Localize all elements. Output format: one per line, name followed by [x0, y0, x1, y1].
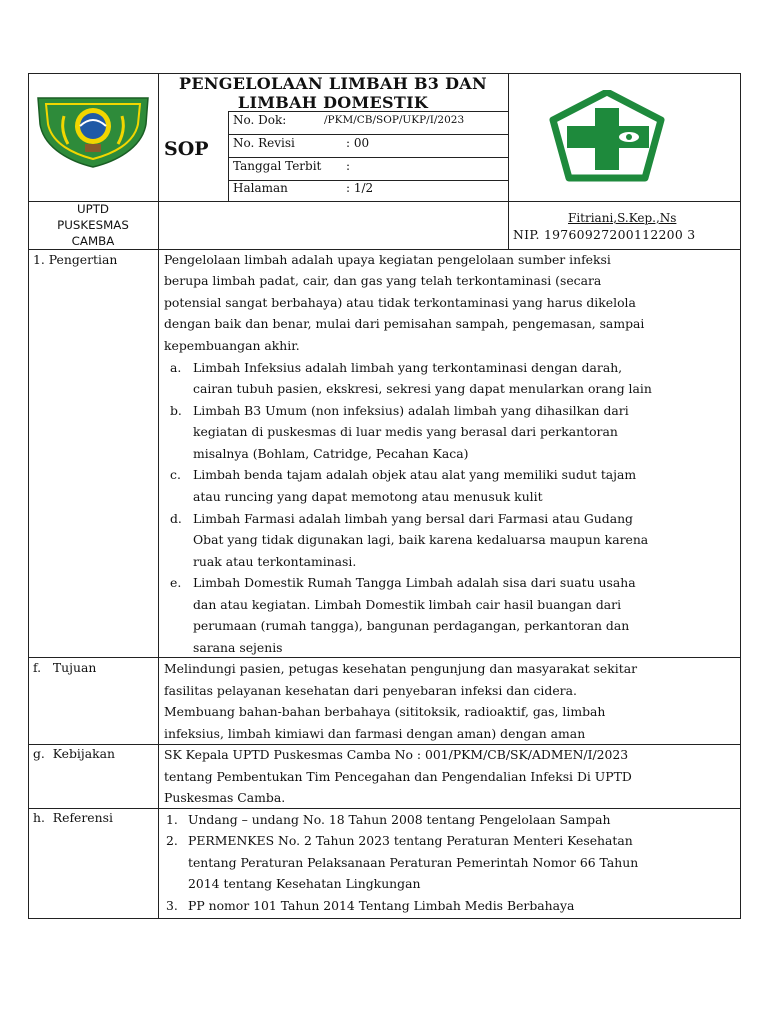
list-item-line: Limbah benda tajam adalah objek atau alat yang memiliki sudut tajam [193, 467, 637, 482]
org-line-3: CAMBA [71, 234, 115, 248]
kebijakan-line: Puskesmas Camba. [164, 790, 286, 805]
section-label-kebijakan: g. Kebijakan [33, 746, 116, 761]
referensi-line: PERMENKES No. 2 Tahun 2023 tentang Peraturan Menteri Kesehatan [188, 833, 633, 848]
list-marker: 3. [166, 898, 178, 913]
kebijakan-line: tentang Pembentukan Tim Pencegahan dan Pengendalian Infeksi Di UPTD [164, 769, 632, 784]
signer-name: Fitriani,S.Kep.,Ns [568, 211, 677, 225]
list-item-line: atau runcing yang dapat memotong atau menusuk kulit [193, 489, 543, 504]
puskesmas-logo-icon [549, 90, 665, 182]
list-marker: c. [170, 467, 181, 482]
list-item-line: Limbah Farmasi adalah limbah yang bersal dari Farmasi atau Gudang [193, 511, 633, 526]
tujuan-line: Membuang bahan-bahan berbahaya (sititoksik, radioaktif, gas, limbah [164, 704, 606, 719]
list-marker: a. [170, 360, 182, 375]
field-label-no-dok: No. Dok: [233, 113, 287, 127]
list-item-line: Limbah B3 Umum (non infeksius) adalah limbah yang dihasilkan dari [193, 403, 629, 418]
kebijakan-line: SK Kepala UPTD Puskesmas Camba No : 001/PKM/CB/SK/ADMEN/I/2023 [164, 747, 629, 762]
field-value-tanggal-terbit: : [346, 159, 351, 173]
list-item-line: misalnya (Bohlam, Catridge, Pecahan Kaca) [193, 446, 469, 461]
list-item-line: dan atau kegiatan. Limbah Domestik limbah cair hasil buangan dari [193, 597, 622, 612]
section-label-tujuan: f. Tujuan [33, 660, 97, 675]
list-item-line: ruak atau terkontaminasi. [193, 554, 357, 569]
paragraph-line: Pengelolaan limbah adalah upaya kegiatan pengelolaan sumber infeksi [164, 252, 611, 267]
referensi-line: tentang Peraturan Pelaksanaan Peraturan Pemerintah Nomor 66 Tahun [188, 855, 639, 870]
field-label-no-revisi: No. Revisi [233, 136, 295, 150]
referensi-line: PP nomor 101 Tahun 2014 Tentang Limbah Medis Berbahaya [188, 898, 575, 913]
field-value-halaman: : 1/2 [346, 181, 374, 195]
field-label-halaman: Halaman [233, 181, 288, 195]
field-label-tanggal-terbit: Tanggal Terbit [233, 159, 322, 173]
referensi-line: 2014 tentang Kesehatan Lingkungan [188, 876, 421, 891]
tujuan-line: fasilitas pelayanan kesehatan dari penyebaran infeksi dan cidera. [164, 683, 577, 698]
list-item-line: Limbah Domestik Rumah Tangga Limbah adalah sisa dari suatu usaha [193, 575, 636, 590]
list-item-line: sarana sejenis [193, 640, 283, 655]
field-value-no-dok: /PKM/CB/SOP/UKP/I/2023 [324, 114, 465, 126]
list-item-line: Limbah Infeksius adalah limbah yang terkontaminasi dengan darah, [193, 360, 623, 375]
list-marker: d. [170, 511, 182, 526]
paragraph-line: dengan baik dan benar, mulai dari pemisahan sampah, pengemasan, sampai [164, 316, 645, 331]
document-title-line-1: PENGELOLAAN LIMBAH B3 DAN [179, 74, 487, 93]
section-label-pengertian: 1. Pengertian [33, 252, 118, 267]
list-item-line: kegiatan di puskesmas di luar medis yang berasal dari perkantoran [193, 424, 618, 439]
signer-nip: NIP. 19760927200112200 3 [513, 227, 696, 242]
regency-emblem-icon [34, 94, 152, 168]
paragraph-line: kepembuangan akhir. [164, 338, 300, 353]
list-marker: e. [170, 575, 182, 590]
paragraph-line: potensial sangat berbahaya) atau tidak terkontaminasi yang harus dikelola [164, 295, 636, 310]
list-item-line: cairan tubuh pasien, ekskresi, sekresi yang dapat menularkan orang lain [193, 381, 652, 396]
paragraph-line: berupa limbah padat, cair, dan gas yang telah terkontaminasi (secara [164, 273, 602, 288]
org-line-1: UPTD [76, 202, 110, 216]
tujuan-line: Melindungi pasien, petugas kesehatan pengunjung dan masyarakat sekitar [164, 661, 638, 676]
list-marker: b. [170, 403, 182, 418]
list-marker: 2. [166, 833, 178, 848]
list-item-line: perumaan (rumah tangga), bangunan perdagangan, perkantoran dan [193, 618, 630, 633]
list-item-line: Obat yang tidak digunakan lagi, baik karena kedaluarsa maupun karena [193, 532, 649, 547]
section-label-referensi: h. Referensi [33, 810, 113, 825]
referensi-line: Undang – undang No. 18 Tahun 2008 tentang Pengelolaan Sampah [188, 812, 611, 827]
sop-label: SOP [164, 138, 209, 160]
document-title-line-2: LIMBAH DOMESTIK [237, 93, 429, 112]
list-marker: 1. [166, 812, 178, 827]
org-line-2: PUSKESMAS [57, 218, 129, 232]
tujuan-line: infeksius, limbah kimiawi dan farmasi dengan aman) dengan aman [164, 726, 586, 741]
field-value-no-revisi: : 00 [346, 136, 370, 150]
